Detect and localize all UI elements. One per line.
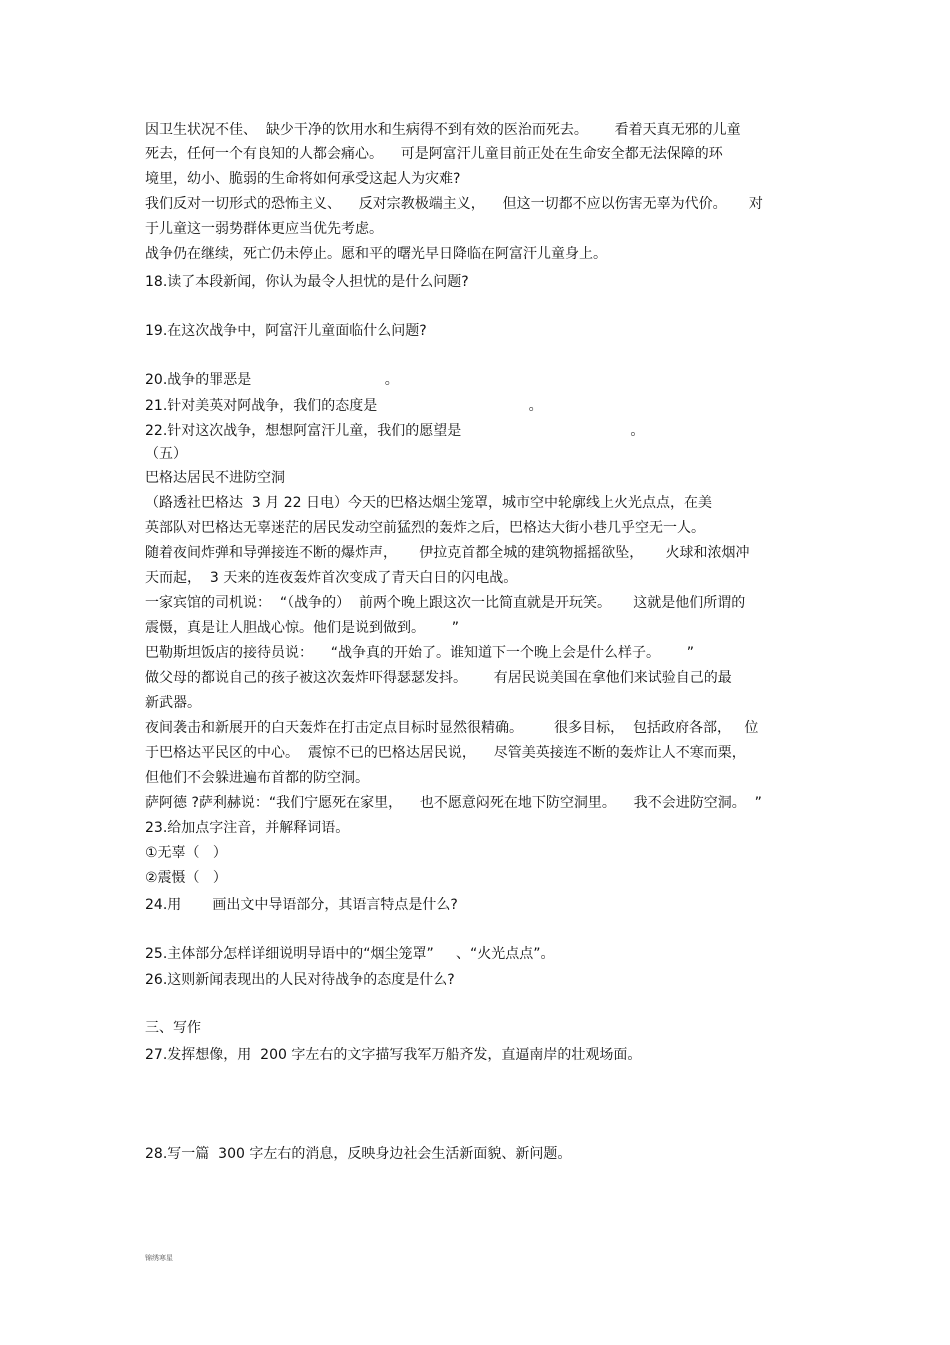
- text-line-5: 于儿童这一弱势群体更应当优先考虑。: [145, 221, 383, 237]
- text-line-25: 萨阿德 ?萨利赫说：“我们宁愿死在家里， 也不愿意闷死在地下防空洞里。 我不会进防空洞。 ”: [145, 795, 762, 811]
- text-line-14: 英部队对巴格达无辜迷茫的居民发动空前猛烈的轰炸之后，巴格达大街小巷几乎空无一人。: [145, 520, 705, 536]
- question-23-item-2: ②震慑（ ）: [145, 870, 227, 886]
- text-line-13: （路透社巴格达 3 月 22 日电）今天的巴格达烟尘笼罩，城市空中轮廓线上火光点点，在美: [145, 495, 712, 511]
- text-line-1: 因卫生状况不佳、 缺少干净的饮用水和生病得不到有效的医治而死去。 看着天真无邪的儿童: [145, 122, 741, 138]
- text-line-24: 但他们不会躲进遍布首都的防空洞。: [145, 770, 369, 786]
- question-19: 19.在这次战争中，阿富汗儿童面临什么问题?: [145, 323, 427, 339]
- footer-watermark: 锦绣寒星: [145, 1254, 173, 1262]
- text-line-23: 于巴格达平民区的中心。 震惊不已的巴格达居民说， 尽管美英接连不断的轰炸让人不寒而栗，: [145, 745, 746, 761]
- section-five-heading: （五）: [145, 446, 187, 462]
- text-line-19: 巴勒斯坦饭店的接待员说： “战争真的开始了。谁知道下一个晚上会是什么样子。 ”: [145, 645, 695, 661]
- question-25: 25.主体部分怎样详细说明导语中的“烟尘笼罩” 、“火光点点”。: [145, 946, 555, 962]
- question-20: 20.战争的罪恶是 。: [145, 372, 399, 388]
- question-18: 18.读了本段新闻，你认为最令人担忧的是什么问题?: [145, 274, 469, 290]
- text-line-3: 境里，幼小、脆弱的生命将如何承受这起人为灾难?: [145, 171, 461, 187]
- question-27: 27.发挥想像，用 200 字左右的文字描写我军万船齐发，直逼南岸的壮观场面。: [145, 1047, 642, 1063]
- text-line-15: 随着夜间炸弹和导弹接连不断的爆炸声， 伊拉克首都全城的建筑物摇摇欲坠， 火球和浓烟冲: [145, 545, 750, 561]
- text-line-20: 做父母的都说自己的孩子被这次轰炸吓得瑟瑟发抖。 有居民说美国在拿他们来试验自己的最: [145, 670, 732, 686]
- text-line-22: 夜间袭击和新展开的白天轰炸在打击定点目标时显然很精确。 很多目标， 包括政府各部， 位: [145, 720, 759, 736]
- question-26: 26.这则新闻表现出的人民对待战争的态度是什么?: [145, 972, 455, 988]
- news-title: 巴格达居民不进防空洞: [145, 470, 285, 486]
- question-22: 22.针对这次战争，想想阿富汗儿童，我们的愿望是 。: [145, 423, 645, 439]
- question-23-item-1: ①无辜（ ）: [145, 845, 227, 861]
- section-writing-heading: 三、写作: [145, 1020, 201, 1036]
- question-23: 23.给加点字注音，并解释词语。: [145, 820, 350, 836]
- text-line-18: 震慑，真是让人胆战心惊。他们是说到做到。 ”: [145, 620, 459, 636]
- text-line-2: 死去，任何一个有良知的人都会痛心。 可是阿富汗儿童目前正处在生命安全都无法保障的环: [145, 146, 723, 162]
- text-line-21: 新武器。: [145, 695, 201, 711]
- text-line-17: 一家宾馆的司机说： “（战争的） 前两个晚上跟这次一比简直就是开玩笑。 这就是他们所谓的: [145, 595, 746, 611]
- text-line-6: 战争仍在继续，死亡仍未停止。愿和平的曙光早日降临在阿富汗儿童身上。: [145, 246, 607, 262]
- text-line-16: 天而起， 3 天来的连夜轰炸首次变成了青天白日的闪电战。: [145, 570, 518, 586]
- question-28: 28.写一篇 300 字左右的消息，反映身边社会生活新面貌、新问题。: [145, 1146, 572, 1162]
- text-line-4: 我们反对一切形式的恐怖主义、 反对宗教极端主义， 但这一切都不应以伤害无辜为代价。 对: [145, 196, 763, 212]
- question-24: 24.用 画出文中导语部分，其语言特点是什么?: [145, 897, 458, 913]
- question-21: 21.针对美英对阿战争，我们的态度是 。: [145, 398, 543, 414]
